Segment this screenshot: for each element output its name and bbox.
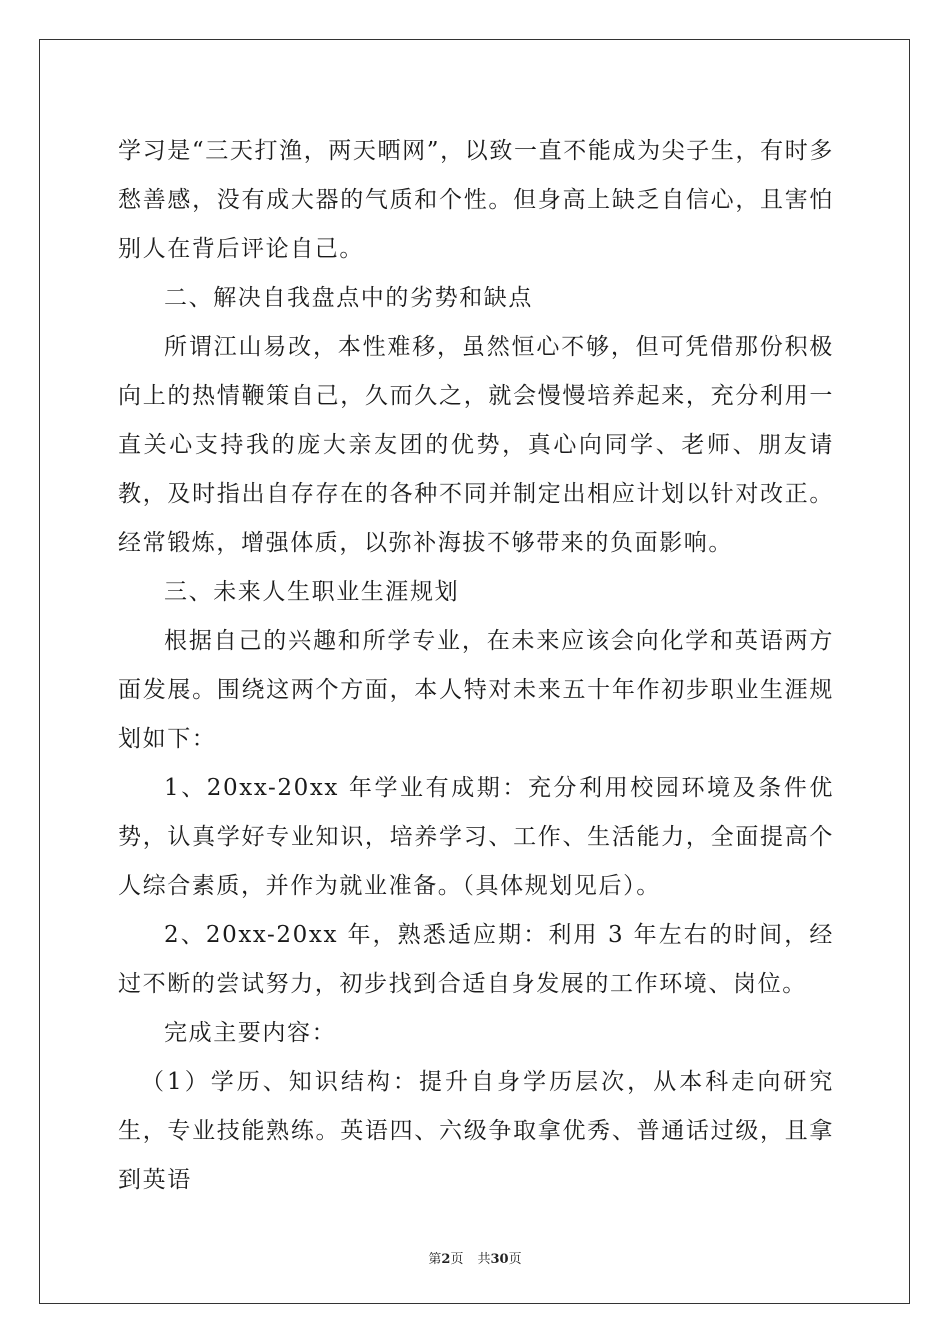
paragraph: 所谓江山易改，本性难移，虽然恒心不够，但可凭借那份积极向上的热情鞭策自己，久而久之，就会慢慢培养起来，充分利用一直关心支持我的庞大亲友团的优势，真心向同学、老师、朋友请教，及时指出自存存在的各种不同并制定出相应计划以针对改正。经常锻炼，增强体质，以弥补海拔不够带来的负面影响。 — [118, 334, 834, 556]
section-heading-3: 三、未来人生职业生涯规划 — [164, 579, 460, 605]
list-item-2: 2、20xx-20xx 年，熟悉适应期：利用 3 年左右的时间，经过不断的尝试努力，初步找到合适自身发展的工作环境、岗位。 — [118, 922, 834, 997]
list-item-1: 1、20xx-20xx 年学业有成期：充分利用校园环境及条件优势，认真学好专业知识，培养学习、工作、生活能力，全面提高个人综合素质，并作为就业准备。（具体规划见后）。 — [118, 775, 834, 899]
page-suffix: 页 — [450, 1252, 464, 1267]
page-footer — [0, 1248, 950, 1267]
total-suffix: 页 — [508, 1252, 522, 1267]
subheading-main-content: 完成主要内容： — [164, 1020, 337, 1046]
total-pages: 30 — [490, 1252, 509, 1267]
document-body — [118, 127, 834, 1205]
page-number: 2 — [441, 1252, 451, 1267]
page-prefix: 第 — [428, 1252, 442, 1267]
sub-item-1: （1）学历、知识结构：提升自身学历层次，从本科走向研究生，专业技能熟练。英语四、六级争取拿优秀、普通话过级，且拿到英语 — [118, 1069, 834, 1193]
total-prefix: 共 — [477, 1252, 491, 1267]
section-heading-2: 二、解决自我盘点中的劣势和缺点 — [164, 285, 533, 311]
paragraph: 根据自己的兴趣和所学专业，在未来应该会向化学和英语两方面发展。围绕这两个方面，本人特对未来五十年作初步职业生涯规划如下： — [118, 628, 834, 752]
paragraph-continued: 学习是“三天打渔，两天晒网”，以致一直不能成为尖子生，有时多愁善感，没有成大器的气质和个性。但身高上缺乏自信心，且害怕别人在背后评论自己。 — [118, 138, 834, 262]
